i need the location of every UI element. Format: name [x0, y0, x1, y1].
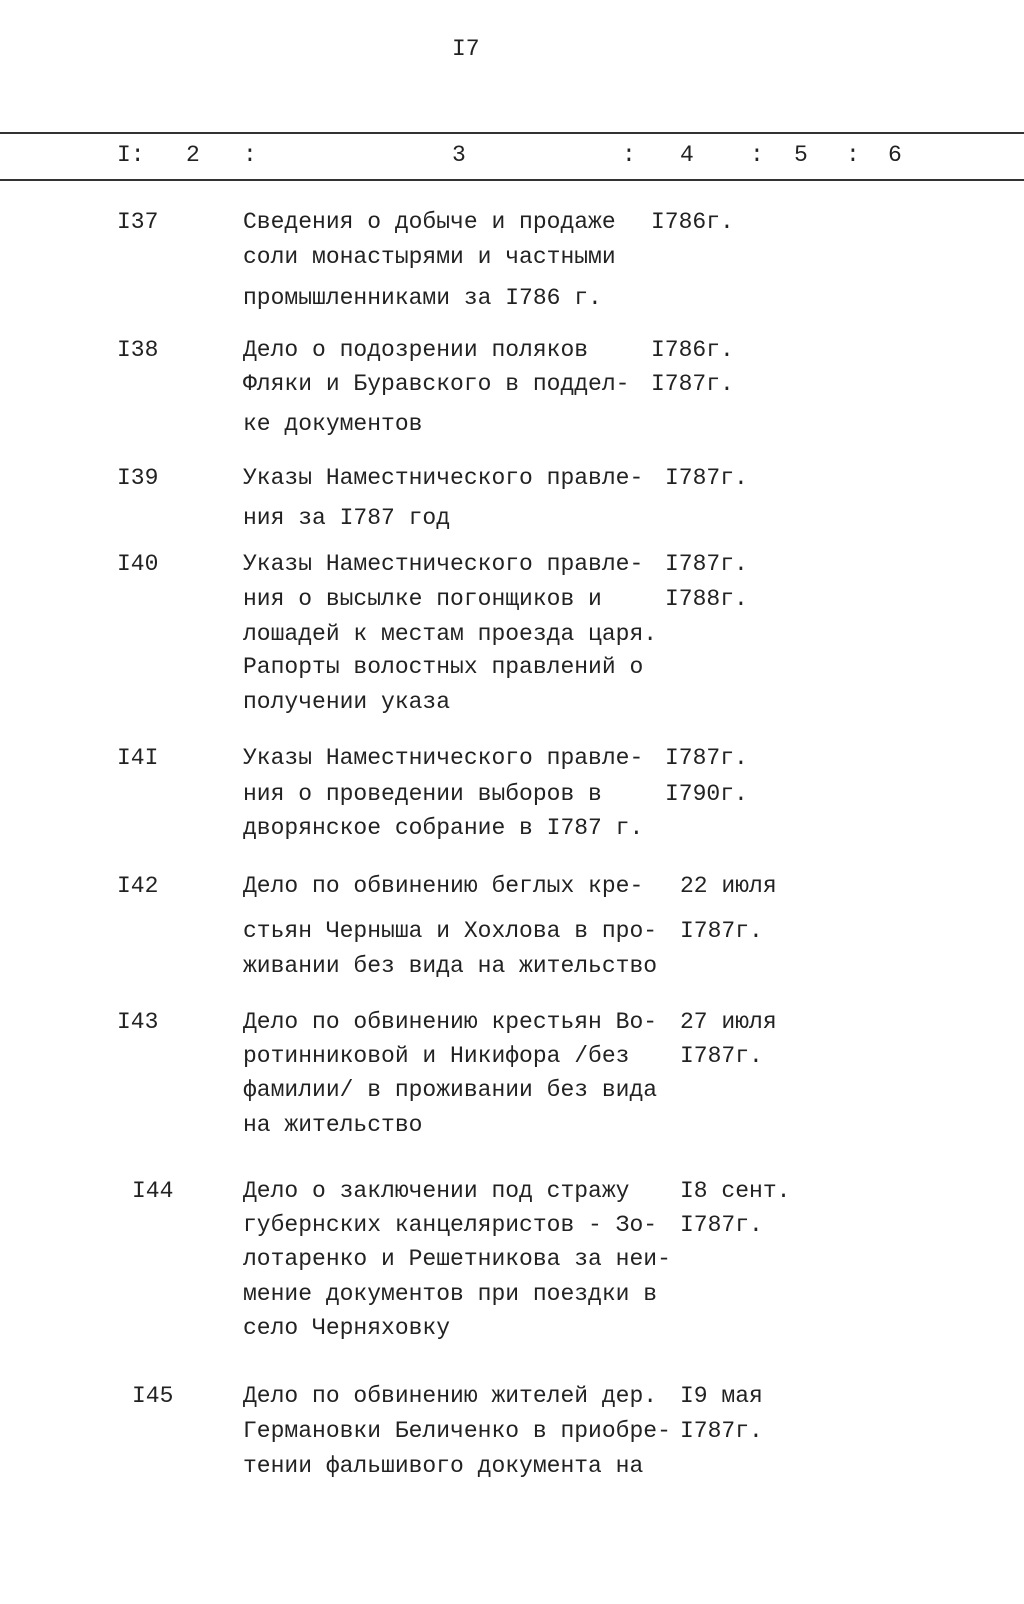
col-header-2: 2 — [186, 142, 200, 168]
col-separator: : — [846, 142, 860, 168]
entry-description-line: Германовки Беличенко в приобре- — [243, 1418, 671, 1444]
entry-description-line: тении фальшивого документа на — [243, 1453, 644, 1479]
entry-number: I45 — [132, 1383, 174, 1409]
entry-date: 22 июля — [680, 873, 777, 899]
entry-description-line: Дело по обвинению жителей дер. — [243, 1383, 658, 1409]
entry-description-line: Фляки и Буравского в поддел- — [243, 371, 630, 397]
entry-number: I44 — [132, 1178, 174, 1204]
entry-date: I787г. — [680, 1418, 763, 1444]
entry-description-line: фамилии/ в проживании без вида — [243, 1077, 658, 1103]
entry-description-line: стьян Черныша и Хохлова в про- — [243, 918, 658, 944]
entry-description-line: Указы Наместнического правле- — [243, 551, 644, 577]
entry-date: 27 июля — [680, 1009, 777, 1035]
entry-date: I787г. — [680, 918, 763, 944]
entry-description-line: Дело о подозрении поляков — [243, 337, 589, 363]
col-header-4: 4 — [680, 142, 694, 168]
entry-description-line: губернских канцеляристов - Зо- — [243, 1212, 658, 1238]
entry-date: I787г. — [665, 745, 748, 771]
entry-date: I787г. — [665, 551, 748, 577]
entry-description-line: ния за I787 год — [243, 505, 451, 531]
entry-date: I787г. — [651, 371, 734, 397]
entry-description-line: ротинниковой и Никифора /без — [243, 1043, 630, 1069]
entry-description-line: мение документов при поездки в — [243, 1281, 658, 1307]
entry-number: I38 — [117, 337, 159, 363]
entry-description-line: промышленниками за I786 г. — [243, 285, 602, 311]
col-separator: : — [622, 142, 636, 168]
entry-date: I787г. — [680, 1043, 763, 1069]
page-number: I7 — [452, 36, 480, 62]
entry-description-line: Указы Наместнического правле- — [243, 745, 644, 771]
entry-description-line: ке документов — [243, 411, 423, 437]
entry-date: I9 мая — [680, 1383, 763, 1409]
entry-date: I786г. — [651, 337, 734, 363]
entry-date: I786г. — [651, 209, 734, 235]
col-header-1: I: — [117, 142, 145, 168]
entry-description-line: Дело по обвинению крестьян Во- — [243, 1009, 658, 1035]
entry-number: I43 — [117, 1009, 159, 1035]
col-header-5: 5 — [794, 142, 808, 168]
entry-description-line: Рапорты волостных правлений о — [243, 654, 644, 680]
entry-description-line: на жительство — [243, 1112, 423, 1138]
entry-description-line: Указы Наместнического правле- — [243, 465, 644, 491]
col-header-6: 6 — [888, 142, 902, 168]
entry-description-line: село Черняховку — [243, 1315, 451, 1341]
entry-number: I42 — [117, 873, 159, 899]
entry-description-line: лотаренко и Решетникова за неи- — [243, 1246, 671, 1272]
entry-date: I790г. — [665, 781, 748, 807]
entry-description-line: живании без вида на жительство — [243, 953, 658, 979]
entry-date: I788г. — [665, 586, 748, 612]
header-bottom-rule — [0, 179, 1024, 181]
entry-description-line: лошадей к местам проезда царя. — [243, 621, 658, 647]
header-top-rule — [0, 132, 1024, 134]
entry-description-line: Дело по обвинению беглых кре- — [243, 873, 644, 899]
entry-description-line: получении указа — [243, 689, 451, 715]
entry-date: I787г. — [680, 1212, 763, 1238]
entry-number: I4I — [117, 745, 159, 771]
entry-description-line: Дело о заключении под стражу — [243, 1178, 630, 1204]
entry-number: I40 — [117, 551, 159, 577]
col-separator: : — [243, 142, 257, 168]
entry-description-line: ния о проведении выборов в — [243, 781, 602, 807]
entry-description-line: соли монастырями и частными — [243, 244, 616, 270]
col-header-3: 3 — [452, 142, 466, 168]
entry-date: I787г. — [665, 465, 748, 491]
entry-date: I8 сент. — [680, 1178, 791, 1204]
entry-description-line: ния о высылке погонщиков и — [243, 586, 602, 612]
entry-number: I39 — [117, 465, 159, 491]
entry-description-line: Сведения о добыче и продаже — [243, 209, 616, 235]
entry-number: I37 — [117, 209, 159, 235]
entry-description-line: дворянское собрание в I787 г. — [243, 815, 644, 841]
col-separator: : — [750, 142, 764, 168]
